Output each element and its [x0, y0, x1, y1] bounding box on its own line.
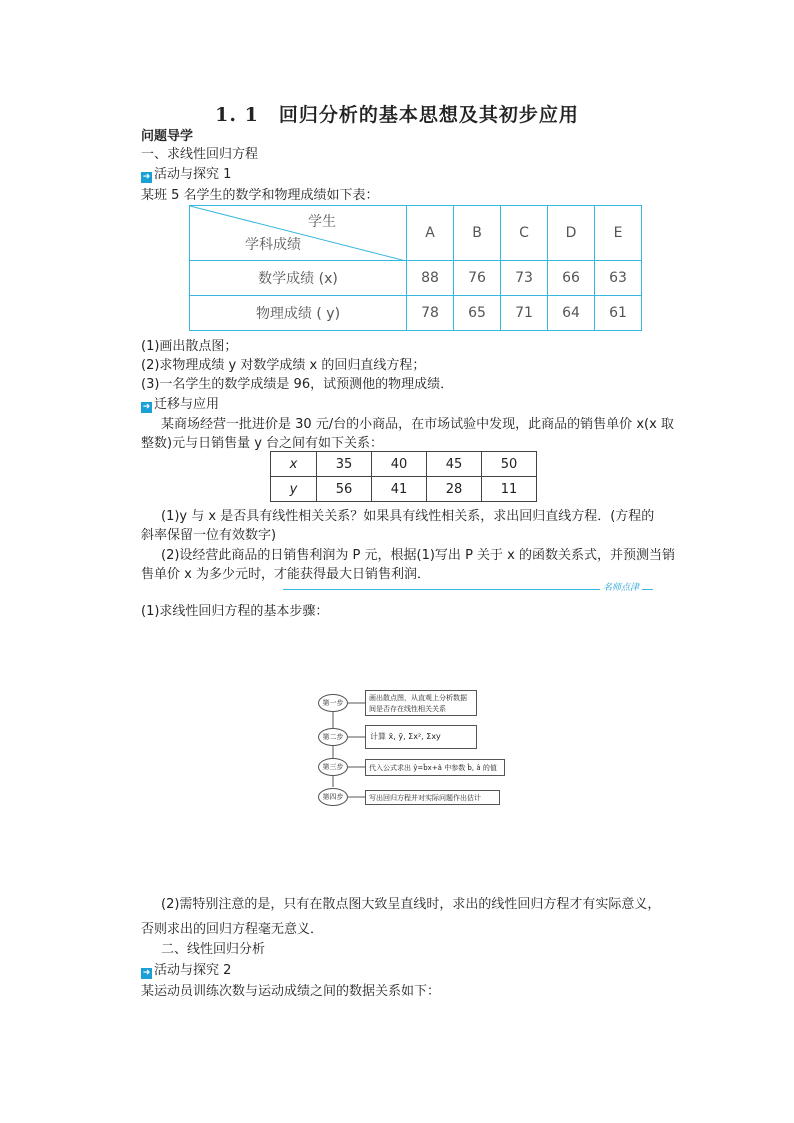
student-header: D	[548, 206, 595, 261]
flow-step: 第四步	[318, 788, 348, 806]
divider-label: 名师点津	[600, 580, 642, 593]
row-label: y	[271, 477, 317, 502]
section-guide: 问题导学	[141, 129, 194, 144]
steps-intro: (1)求线性回归方程的基本步骤：	[141, 604, 329, 619]
problem2-line2: 售单价 x 为多少元时，才能获得最大日销售利润．	[141, 567, 430, 582]
cell: 78	[407, 296, 454, 331]
page-title: 1. 1 回归分析的基本思想及其初步应用	[215, 104, 579, 126]
table-corner	[190, 206, 407, 261]
para1-line2: 整数)元与日销售量 y 台之间有如下关系：	[141, 436, 384, 451]
flow-box: 写出回归方程并对实际问题作出估计	[365, 790, 500, 805]
flow-box: 代入公式求出 ŷ=b̂x+â 中参数 b̂, â 的值	[365, 759, 505, 776]
note-line2: 否则求出的回归方程毫无意义．	[141, 922, 324, 937]
question-2: (2)求物理成绩 y 对数学成绩 x 的回归直线方程；	[141, 358, 426, 373]
cell: 35	[317, 452, 372, 477]
price-sales-table	[270, 451, 537, 502]
arrow-icon: ➜	[142, 402, 151, 412]
student-header: B	[454, 206, 501, 261]
cell: 50	[482, 452, 537, 477]
cell: 65	[454, 296, 501, 331]
para1-line1: 某商场经营一批进价是 30 元/台的小商品，在市场试验中发现，此商品的销售单价 x(x 取	[161, 417, 674, 432]
row-label: 物理成绩 ( y)	[190, 296, 407, 331]
flow-step: 第三步	[318, 758, 348, 776]
activity2-label	[141, 959, 231, 979]
note-line1: (2)需特别注意的是，只有在散点图大致呈直线时，求出的线性回归方程才有实际意义，	[161, 897, 661, 912]
student-header: C	[501, 206, 548, 261]
activity1-label	[141, 163, 231, 183]
problem1-line1: (1)y 与 x 是否具有线性相关关系？如果具有线性相关系，求出回归直线方程．(方程的	[161, 509, 655, 524]
question-1: (1)画出散点图；	[141, 339, 238, 354]
divider-line	[283, 589, 653, 590]
problem1-line2: 斜率保留一位有效数字)	[141, 528, 277, 543]
arrow-icon: ➜	[142, 172, 151, 182]
cell: 88	[407, 261, 454, 296]
table-row	[190, 296, 642, 331]
grades-table	[189, 205, 642, 331]
table-row	[271, 452, 537, 477]
cell: 76	[454, 261, 501, 296]
flow-step: 第二步	[318, 728, 348, 746]
arrow-icon: ➜	[142, 968, 151, 978]
cell: 66	[548, 261, 595, 296]
table-row	[271, 477, 537, 502]
row-label: x	[271, 452, 317, 477]
flow-box: 计算 x̄, ȳ, Σx², Σxy	[365, 725, 477, 749]
cell: 71	[501, 296, 548, 331]
student-header: A	[407, 206, 454, 261]
transfer-text: 迁移与应用	[154, 397, 220, 412]
cell: 41	[372, 477, 427, 502]
cell: 45	[427, 452, 482, 477]
student-header: E	[595, 206, 642, 261]
intro2: 某运动员训练次数与运动成绩之间的数据关系如下：	[141, 984, 441, 999]
row-label: 数学成绩 (x)	[190, 261, 407, 296]
flow-step: 第一步	[318, 694, 348, 712]
transfer-label	[141, 393, 219, 413]
corner-bottom: 学科成绩	[245, 237, 301, 253]
table-row	[190, 261, 642, 296]
cell: 11	[482, 477, 537, 502]
cell: 64	[548, 296, 595, 331]
cell: 63	[595, 261, 642, 296]
cell: 56	[317, 477, 372, 502]
cell: 28	[427, 477, 482, 502]
flow-box: 画出散点图，从直观上分析数据间是否存在线性相关关系	[365, 690, 477, 716]
part2-heading: 二、线性回归分析	[161, 942, 266, 957]
cell: 73	[501, 261, 548, 296]
corner-top: 学生	[308, 214, 336, 230]
activity1-text: 活动与探究 1	[154, 167, 232, 182]
intro1: 某班 5 名学生的数学和物理成绩如下表：	[141, 188, 379, 203]
cell: 61	[595, 296, 642, 331]
activity2-text: 活动与探究 2	[154, 963, 232, 978]
question-3: (3)一名学生的数学成绩是 96，试预测他的物理成绩．	[141, 377, 454, 392]
problem2-line1: (2)设经营此商品的日销售利润为 P 元，根据(1)写出 P 关于 x 的函数关系式，并预测当销	[161, 548, 675, 563]
cell: 40	[372, 452, 427, 477]
part1-heading: 一、求线性回归方程	[141, 147, 259, 162]
